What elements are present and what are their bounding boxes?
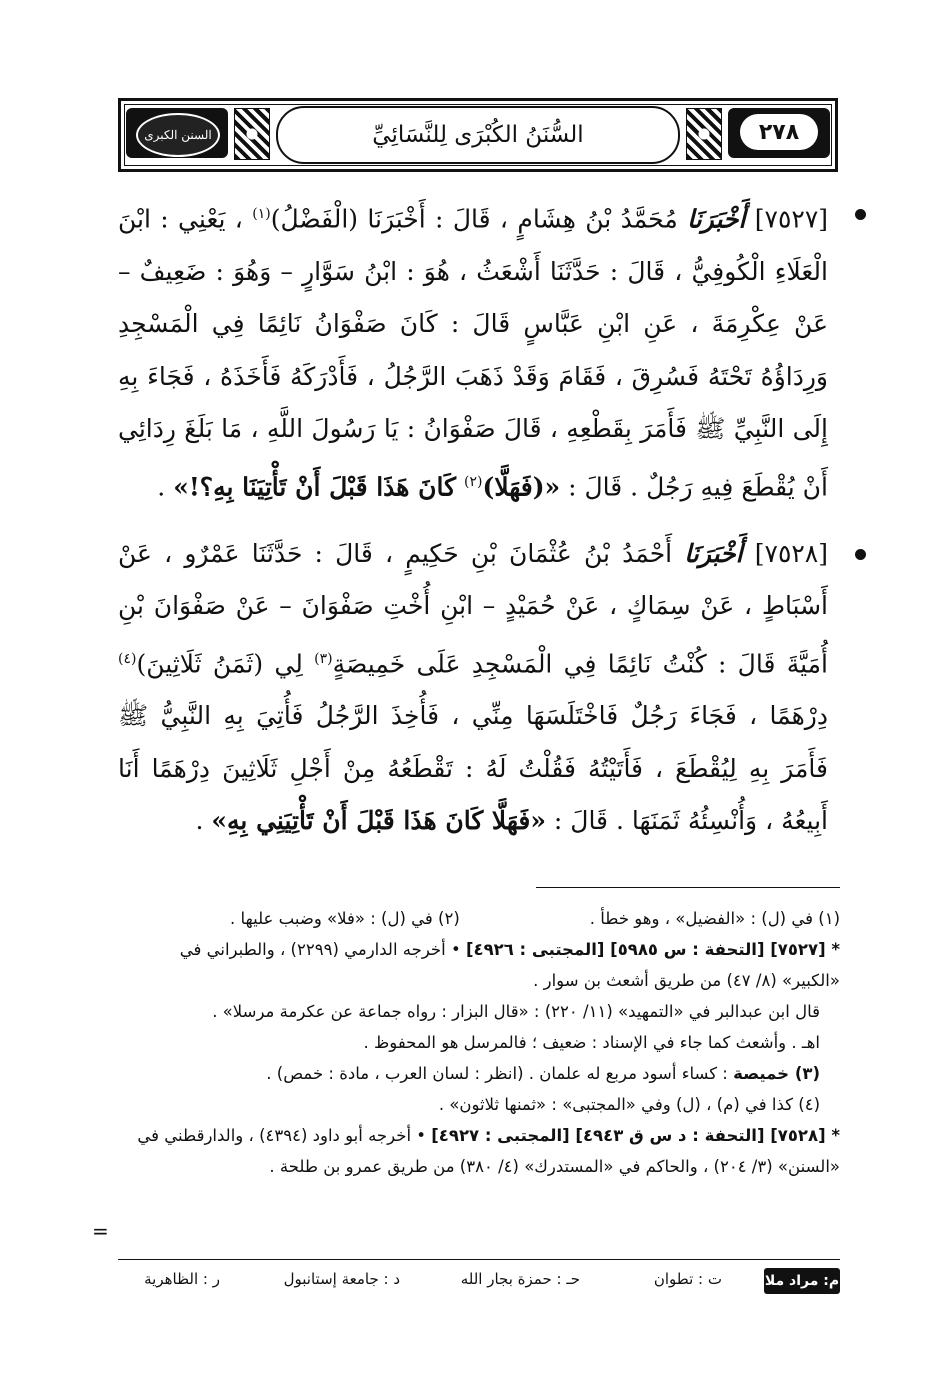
end-mark: . xyxy=(157,472,166,502)
footnote-term: (٣) خميصة xyxy=(733,1064,820,1083)
manuscript-item: ر : الظاهرية xyxy=(144,1270,220,1288)
header-title-frame xyxy=(276,106,680,164)
footnote-3 xyxy=(118,1058,840,1089)
ornament-icon xyxy=(686,108,722,160)
hadith-text: أَحْمَدُ بْنُ عُثْمَانَ بْنِ حَكِيمٍ ، قَالَ : حَدَّثَنَا عَمْرٌو ، عَنْ أَسْبَاطٍ ، عَنْ سِمَاكٍ ، عَنْ حُمَيْدٍ – ابْنِ أُخْتِ صَفْوَانَ – عَنْ صَفْوَانَ بْنِ أُمَيَّةَ قَالَ : كُنْتُ نَائِمًا فِي الْمَسْجِدِ عَلَى خَمِيصَةٍ xyxy=(118,538,828,678)
end-mark: . xyxy=(195,806,204,836)
footer-rule xyxy=(118,1259,840,1260)
takhrij-ref: * [٧٥٢٧] [التحفة : س ٥٩٨٥] [المجتبى : ٤٩٢٦] xyxy=(465,940,840,959)
hadith-7527 xyxy=(118,188,840,514)
footnote-ref: (٤) xyxy=(118,650,137,667)
manuscript-item: ت : تطوان xyxy=(653,1270,722,1288)
manuscript-item: حـ : حمزة بجار الله xyxy=(460,1270,580,1288)
continuation-mark: = xyxy=(92,1219,109,1243)
takhrij-7528 xyxy=(118,1120,840,1182)
hadith-number: [٧٥٢٨] xyxy=(754,538,828,568)
book-title: السُّنَنُ الكُبْرَى لِلنَّسَائِيِّ xyxy=(372,122,584,148)
narration-word: أَخْبَرَنَا xyxy=(687,204,746,234)
bullet-icon xyxy=(855,209,866,220)
footnote-1: (١) في (ل) : «الفضيل» ، وهو خطأ . xyxy=(589,909,840,928)
takhrij-ref: * [٧٥٢٨] [التحفة : د س ق ٤٩٤٣] [المجتبى : ٤٩٢٧] xyxy=(431,1126,840,1145)
takhrij-text: • أخرجه أبو داود (٤٣٩٤) ، والدارقطني في «السنن» (٣/ ٢٠٤) ، والحاكم في «المستدرك» (٤/ ٣٨٠) من طريق عمرو بن طلحة . xyxy=(137,1126,840,1176)
prophet-quote: «(فَهَلَّا) xyxy=(482,472,561,502)
takhrij-text: • أخرجه الدارمي (٢٢٩٩) ، والطبراني في «الكبير» (٨/ ٤٧) من طريق أشعث بن سوار . xyxy=(179,940,840,990)
hadith-number: [٧٥٢٧] xyxy=(754,204,829,234)
manuscript-item: د : جامعة إستانبول xyxy=(283,1270,400,1288)
footnote-4: (٤) كذا في (م) ، (ل) وفي «المجتبى» : «ثمنها ثلاثون» . xyxy=(438,1095,820,1114)
page-number: ٢٧٨ xyxy=(740,114,818,150)
hadith-7528 xyxy=(118,528,840,848)
seal-text: السنن الكبرى xyxy=(136,113,220,157)
footnote-2: (٢) في (ل) : «فلا» وضبب عليها . xyxy=(229,909,460,928)
hadith-text: ، يَعْنِي : ابْنَ الْعَلَاءِ الْكُوفِيُّ ، قَالَ : حَدَّثَنَا أَشْعَثُ ، هُوَ : ابْنُ سَوَّارٍ – وَهُوَ : ضَعِيفٌ – عَنْ عِكْرِمَةَ ، عَنِ ابْنِ عَبَّاسٍ قَالَ : كَانَ صَفْوَانُ نَائِمًا فِي الْمَسْجِدِ وَرِدَاؤُهُ تَحْتَهُ فَسُرِقَ ، فَقَامَ وَقَدْ ذَهَبَ الرَّجُلُ ، فَأَدْرَكَهُ فَأَخَذَهُ ، فَجَاءَ بِهِ إِلَى النَّبِيِّ ﷺ فَأَمَرَ بِقَطْعِهِ ، قَالَ صَفْوَانُ : يَا رَسُولَ اللَّهِ ، مَا بَلَغَ رِدَائِي أَنْ يُقْطَعَ فِيهِ رَجُلٌ . قَالَ : xyxy=(118,204,828,502)
page-number-box xyxy=(728,108,830,158)
narration-word: أَخْبَرَنَا xyxy=(684,538,743,568)
hadith-text: دِرْهَمًا ، فَجَاءَ رَجُلٌ فَاخْتَلَسَهَا مِنِّي ، فَأُخِذَ الرَّجُلُ فَأُتِيَ بِهِ النَّبِيُّ ﷺ فَأَمَرَ بِهِ لِيُقْطَعَ ، فَأَتَيْتُهُ فَقُلْتُ لَهُ : تَقْطَعُهُ مِنْ أَجْلِ ثَلَاثِينَ دِرْهَمًا أَنَا أَبِيعُهُ ، وَأُنْسِئُهُ ثَمَنَهَا . قَالَ : xyxy=(118,701,828,836)
footnote-ref: (٣) xyxy=(314,650,333,667)
hadith-text: لِي (ثَمَنُ ثَلَاثِينَ) xyxy=(136,648,303,678)
takhrij-note: قال ابن عبدالبر في «التمهيد» (١١/ ٢٢٠) : «قال البزار : رواه جماعة عن عكرمة مرسلا» . xyxy=(212,1002,820,1021)
footnote-ref: (١) xyxy=(252,206,271,222)
takhrij-note: اهـ . وأشعث كما جاء في الإسناد : ضعيف ؛ فالمرسل هو المحفوظ . xyxy=(363,1033,820,1052)
prophet-quote: كَانَ هَذَا قَبْلَ أَنْ تَأْتِيَنَا بِهِ؟!» xyxy=(173,472,457,502)
manuscript-key xyxy=(118,1265,840,1299)
footnotes xyxy=(118,903,840,1182)
footnote-ref: (٢) xyxy=(464,473,483,490)
footnote-row xyxy=(118,903,840,934)
takhrij-7527 xyxy=(118,934,840,996)
page-header xyxy=(118,98,838,172)
main-text xyxy=(118,188,840,862)
ornament-icon xyxy=(234,108,270,160)
prophet-quote: «فَهَلَّا كَانَ هَذَا قَبْلَ أَنْ تَأْتِيَنِي بِهِ» xyxy=(211,806,546,836)
manuscript-badge: م: مراد ملا xyxy=(764,1268,840,1294)
book-seal-icon xyxy=(126,108,228,158)
hadith-text: مُحَمَّدُ بْنُ هِشَامٍ ، قَالَ : أَخْبَرَنَا (الْفَضْلُ) xyxy=(270,204,678,234)
footnote-text: : كساء أسود مربع له علمان . (انظر : لسان العرب ، مادة : خمص) . xyxy=(266,1064,728,1083)
footnote-separator xyxy=(536,887,840,888)
bullet-icon xyxy=(855,549,866,560)
